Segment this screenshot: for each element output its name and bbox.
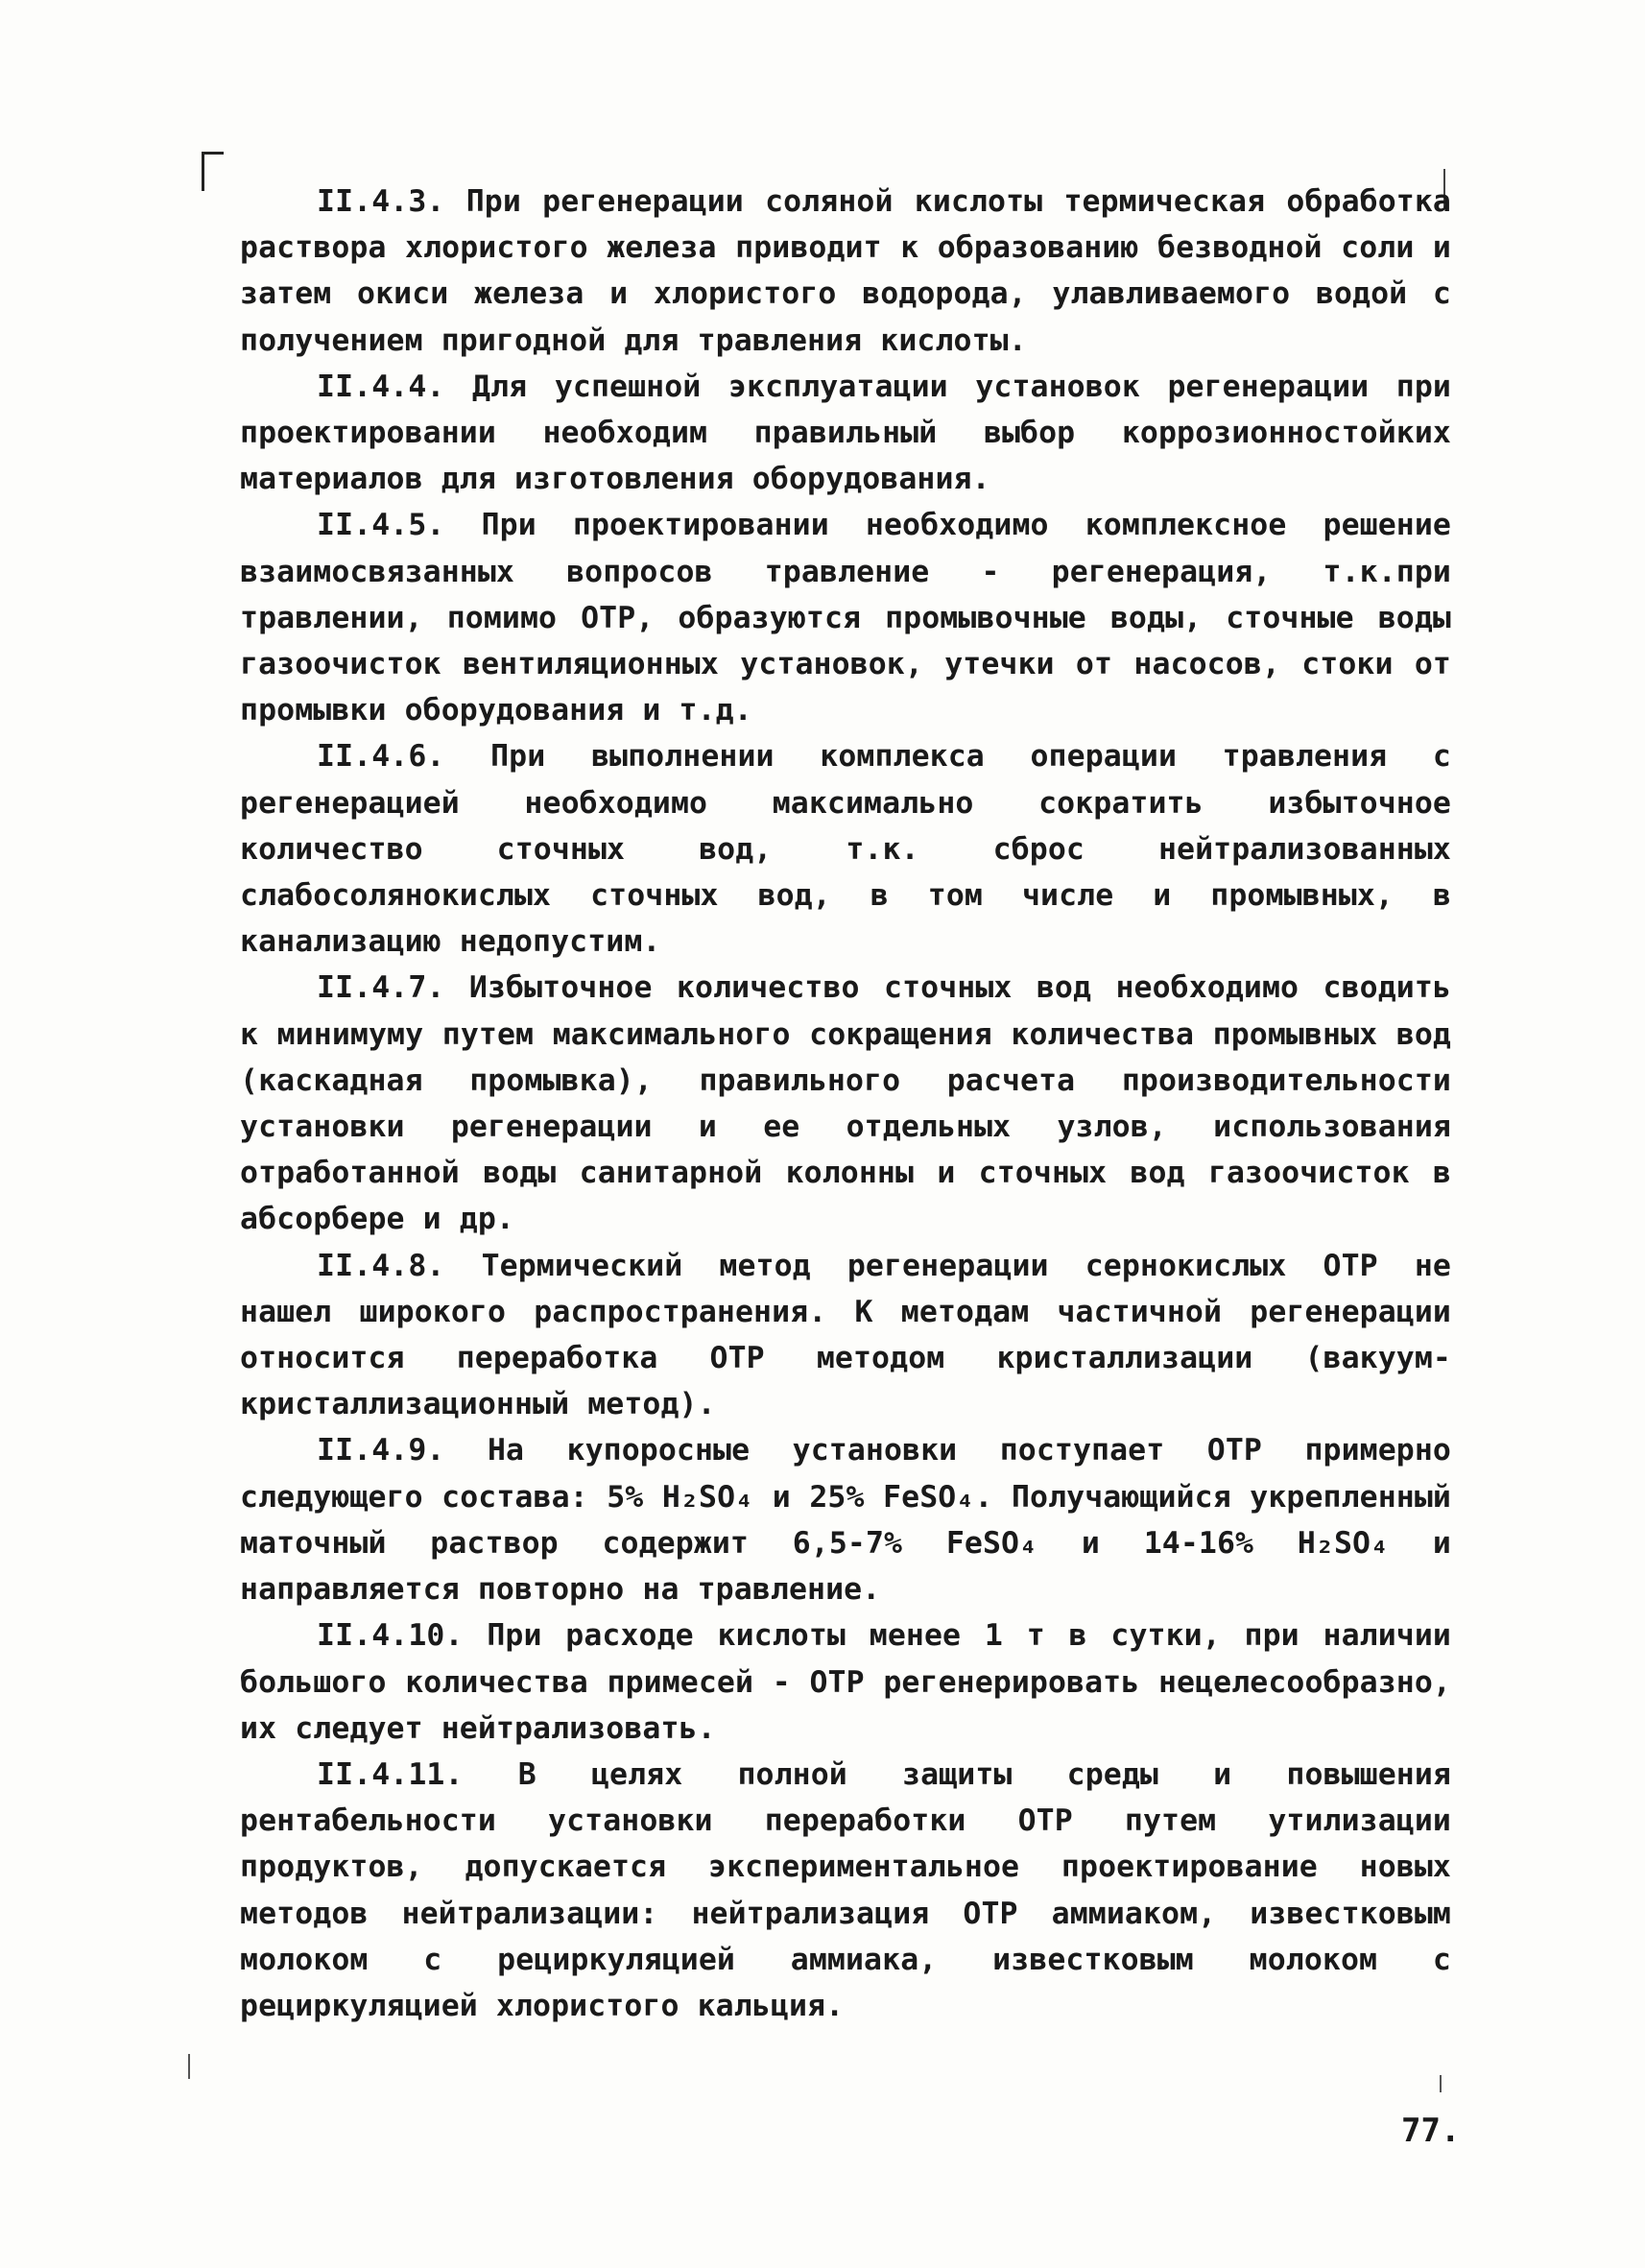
paragraph-number: II.4.4. <box>317 369 445 404</box>
paragraph-number: II.4.9. <box>317 1433 445 1468</box>
paragraph-ii-4-3 <box>240 179 1451 364</box>
paragraph-number: II.4.5. <box>317 508 445 543</box>
paragraph-number: II.4.3. <box>317 184 445 219</box>
paragraph-text: На купоросные установки поступает ОТР примерно следующего состава: 5% H₂SO₄ и 25% FeSO₄. Получающийся укрепленный маточный раствор содержит 6,5-7% FeSO₄ и 14-16% H₂SO₄ и направляется повторно на травление. <box>240 1433 1451 1608</box>
paragraph-text: Избыточное количество сточных вод необходимо сводить к минимуму путем максимального сокращения количества промывных вод (каскадная промывка), правильного расчета производительности установки регенерации и ее отдельных узлов, использования отработанной воды санитарной колонны и сточных вод газоочисток в абсорбере и др. <box>240 970 1451 1237</box>
paragraph-text: При выполнении комплекса операции травления с регенерацией необходимо максимально сократить избыточное количество сточных вод, т.к. сброс нейтрализованных слабосолянокислых сточных вод, в том числе и промывных, в канализацию недопустим. <box>240 739 1451 960</box>
paragraph-text: Термический метод регенерации сернокислых ОТР не нашел широкого распространения. К методам частичной регенерации относится переработка ОТР методом кристаллизации (вакуум-кристаллизационный метод). <box>240 1248 1451 1422</box>
paragraph-number: II.4.6. <box>317 739 445 775</box>
paragraph-text: При регенерации соляной кислоты термическая обработка раствора хлористого железа приводит к образованию безводной соли и затем окиси железа и хлористого водорода, улавливаемого водой с получением пригодной для травления кислоты. <box>240 184 1451 358</box>
paragraph-text: При проектировании необходимо комплексное решение взаимосвязанных вопросов травление - регенерация, т.к.при травлении, помимо ОТР, образуются промывочные воды, сточные воды газоочисток вентиляционных установок, утечки от насосов, стоки от промывки оборудования и т.д. <box>240 508 1451 728</box>
document-body <box>240 179 1451 2029</box>
paragraph-number: II.4.7. <box>317 970 445 1006</box>
paragraph-ii-4-8 <box>240 1243 1451 1428</box>
corner-mark-top-left <box>202 152 224 191</box>
paragraph-text: В целях полной защиты среды и повышения рентабельности установки переработки ОТР путем утилизации продуктов, допускается экспериментальное проектирование новых методов нейтрализации: нейтрализация ОТР аммиаком, известковым молоком с рециркуляцией аммиака, известковым молоком с рециркуляцией хлористого кальция. <box>240 1756 1451 2023</box>
paragraph-number: II.4.11. <box>317 1756 464 1792</box>
paragraph-ii-4-10 <box>240 1612 1451 1752</box>
paragraph-ii-4-11 <box>240 1752 1451 2029</box>
margin-tick-left <box>188 2054 190 2079</box>
page-number: 77. <box>1401 2112 1461 2150</box>
paragraph-number: II.4.8. <box>317 1248 445 1283</box>
margin-tick-right <box>1440 2075 1442 2092</box>
paragraph-number: II.4.10. <box>317 1618 464 1654</box>
paragraph-ii-4-9 <box>240 1427 1451 1612</box>
paragraph-ii-4-7 <box>240 965 1451 1242</box>
paragraph-ii-4-4 <box>240 364 1451 503</box>
paragraph-text: Для успешной эксплуатации установок регенерации при проектировании необходим правильный выбор коррозионностойких материалов для изготовления оборудования. <box>240 369 1451 497</box>
paragraph-ii-4-5 <box>240 502 1451 733</box>
paragraph-ii-4-6 <box>240 733 1451 965</box>
paragraph-text: При расходе кислоты менее 1 т в сутки, при наличии большого количества примесей - ОТР регенерировать нецелесообразно, их следует нейтрализовать. <box>240 1618 1451 1746</box>
